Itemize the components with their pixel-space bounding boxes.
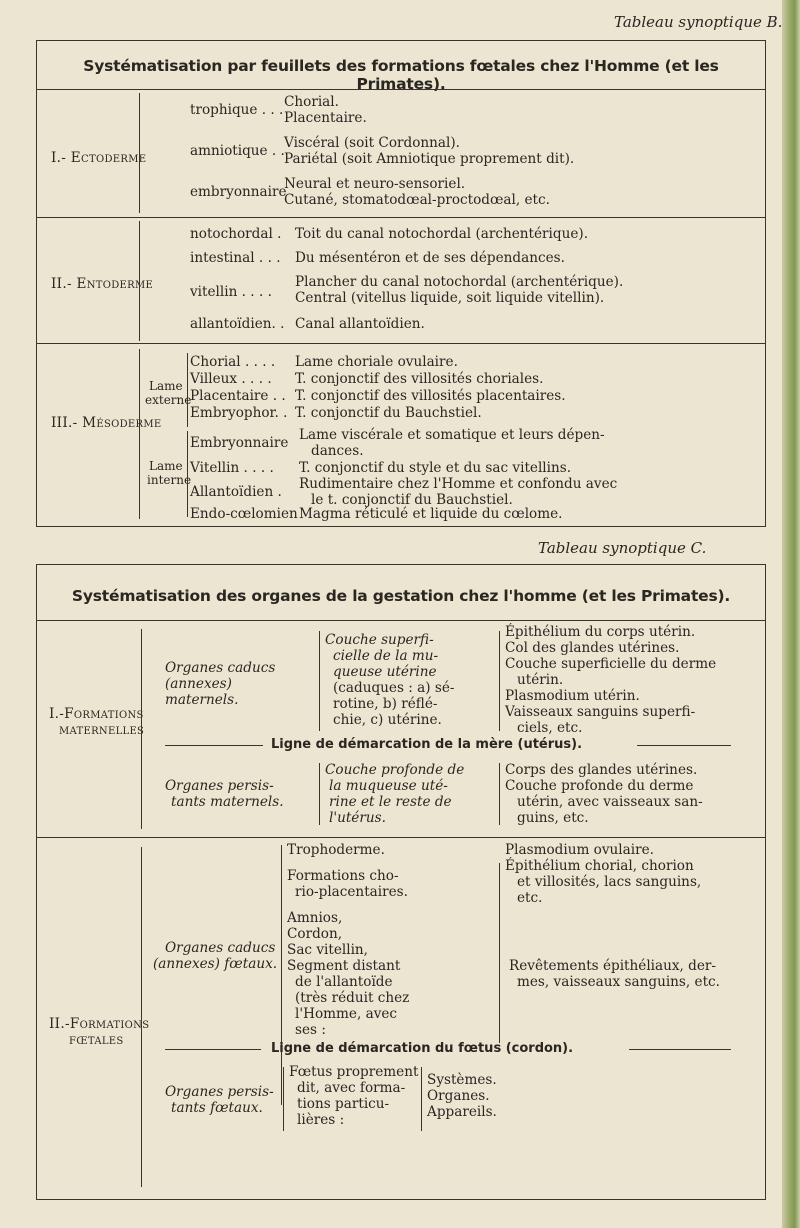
meso-int-term-1: Embryonnaire [190, 435, 289, 451]
endo-desc-2: Du mésentéron et de ses dépendances. [295, 250, 565, 266]
mat-desc-2: Col des glandes utérines. [505, 640, 680, 656]
ecto-term-2: amniotique . . [190, 143, 285, 159]
foetales-label-1: II.-Formations [49, 1016, 150, 1032]
foet-item-6: Sac vitellin, [287, 942, 369, 958]
meso-int-term-3: Allantoïdien . [190, 484, 282, 500]
mat-desc-6: Vaisseaux sanguins superfi- [505, 704, 696, 720]
foet-demarcation: Ligne de démarcation du fœtus (cordon). [271, 1041, 574, 1056]
mat-profonde-2: la muqueuse uté- [329, 778, 448, 794]
foet-desc-b-1: Revêtements épithéliaux, der- [509, 958, 717, 974]
foet-propre-2: dit, avec forma- [297, 1080, 406, 1096]
endo-desc-1: Toit du canal notochordal (archentérique). [295, 226, 589, 242]
table-c [36, 564, 766, 1200]
foet-item-4: Amnios, [287, 910, 343, 926]
mat-demarcation: Ligne de démarcation de la mère (utérus). [271, 737, 583, 752]
foet-item-8: de l'allantoïde [295, 974, 393, 990]
meso-ext-term-4: Embryophor. . [190, 405, 288, 421]
meso-int-desc-3b: le t. conjonctif du Bauchstiel. [311, 492, 513, 508]
mat-couche-2: cielle de la mu- [333, 648, 439, 664]
meso-int-term-2: Vitellin . . . . [190, 460, 274, 476]
page-edge [782, 0, 800, 1228]
table-b [36, 40, 766, 527]
foet-item-10: l'Homme, avec [295, 1006, 398, 1022]
foet-caducs-2: (annexes) fœtaux. [153, 956, 278, 972]
endo-desc-3a: Plancher du canal notochordal (archentérique). [295, 274, 624, 290]
ecto-desc-2a: Viscéral (soit Cordonnal). [284, 135, 460, 151]
foet-desc-a-4: etc. [517, 890, 543, 906]
mat-couche-1: Couche superfi- [325, 632, 434, 648]
endo-term-2: intestinal . . . [190, 250, 281, 266]
mat-couche-4: (caduques : a) sé- [333, 680, 455, 696]
mat-caducs-2: (annexes) [165, 676, 232, 692]
mat-prof-desc-3: utérin, avec vaisseaux san- [517, 794, 703, 810]
foet-desc-b-2: mes, vaisseaux sanguins, etc. [517, 974, 720, 990]
meso-ext-term-3: Placentaire . . [190, 388, 286, 404]
ectoderme-label: I.- Ectoderme [51, 150, 147, 166]
mat-caducs-3: maternels. [165, 692, 239, 708]
meso-ext-term-2: Villeux . . . . [190, 371, 272, 387]
entoderme-label: II.- Entoderme [51, 276, 154, 292]
mat-desc-3: Couche superficielle du derme [505, 656, 717, 672]
lame-externe-1: Lame [149, 379, 183, 393]
foet-item-11: ses : [295, 1022, 326, 1038]
maternelles-label-2: maternelles [59, 722, 145, 738]
mat-desc-7: ciels, etc. [517, 720, 583, 736]
ecto-desc-1b: Placentaire. [284, 110, 367, 126]
ecto-desc-3b: Cutané, stomatodœal-proctodœal, etc. [284, 192, 550, 208]
ecto-desc-3a: Neural et neuro-sensoriel. [284, 176, 466, 192]
foet-system-3: Appareils. [427, 1104, 497, 1120]
foet-persist-2: tants fœtaux. [171, 1100, 263, 1116]
foet-propre-4: lières : [297, 1112, 345, 1128]
meso-int-term-4: Endo-cœlomien [190, 506, 298, 522]
meso-int-desc-1a: Lame viscérale et somatique et leurs dépen- [299, 427, 605, 443]
foet-item-3: rio-placentaires. [295, 884, 408, 900]
lame-interne-2: interne [147, 473, 192, 487]
meso-ext-desc-1: Lame choriale ovulaire. [295, 354, 458, 370]
table-c-caption: Tableau synoptique C. [538, 539, 707, 557]
mat-desc-5: Plasmodium utérin. [505, 688, 640, 704]
meso-int-desc-3a: Rudimentaire chez l'Homme et confondu avec [299, 476, 618, 492]
foet-system-1: Systèmes. [427, 1072, 497, 1088]
meso-ext-desc-4: T. conjonctif du Bauchstiel. [295, 405, 482, 421]
endo-desc-3b: Central (vitellus liquide, soit liquide vitellin). [295, 290, 605, 306]
table-b-title: Systématisation par feuillets des formations fœtales chez l'Homme (et les Primates). [83, 57, 719, 93]
lame-interne-1: Lame [149, 459, 183, 473]
meso-int-desc-1b: dances. [311, 443, 364, 459]
mat-couche-6: chie, c) utérine. [333, 712, 442, 728]
mat-persist-2: tants maternels. [171, 794, 284, 810]
endo-term-3: vitellin . . . . [190, 284, 272, 300]
foet-desc-a-1: Plasmodium ovulaire. [505, 842, 654, 858]
mat-profonde-4: l'utérus. [329, 810, 386, 826]
mat-profonde-3: rine et le reste de [329, 794, 452, 810]
mat-couche-3: queuse utérine [333, 664, 437, 680]
ecto-desc-1a: Chorial. [284, 94, 339, 110]
lame-externe-2: externe [145, 393, 192, 407]
mat-desc-1: Épithélium du corps utérin. [505, 624, 696, 640]
foetales-label-2: fœtales [69, 1032, 124, 1048]
mat-prof-desc-4: guins, etc. [517, 810, 589, 826]
foet-desc-a-3: et villosités, lacs sanguins, [517, 874, 702, 890]
table-c-title: Systématisation des organes de la gestation chez l'homme (et les Primates). [71, 587, 731, 605]
meso-ext-term-1: Chorial . . . . [190, 354, 276, 370]
meso-int-desc-2: T. conjonctif du style et du sac vitellins. [299, 460, 572, 476]
mat-prof-desc-2: Couche profonde du derme [505, 778, 694, 794]
foet-item-2: Formations cho- [287, 868, 399, 884]
foet-item-1: Trophoderme. [287, 842, 385, 858]
meso-ext-desc-3: T. conjonctif des villosités placentaires. [295, 388, 566, 404]
mesoderme-label: III.- Mésoderme [51, 415, 162, 431]
endo-desc-4: Canal allantoïdien. [295, 316, 425, 332]
meso-int-desc-4: Magma réticulé et liquide du cœlome. [299, 506, 563, 522]
table-b-caption: Tableau synoptique B. [614, 13, 783, 31]
ecto-term-1: trophique . . . [190, 102, 284, 118]
meso-ext-desc-2: T. conjonctif des villosités choriales. [295, 371, 544, 387]
foet-desc-a-2: Épithélium chorial, chorion [505, 858, 694, 874]
endo-term-4: allantoïdien. . [190, 316, 285, 332]
foet-item-5: Cordon, [287, 926, 343, 942]
mat-caducs-1: Organes caducs [165, 660, 276, 676]
mat-prof-desc-1: Corps des glandes utérines. [505, 762, 698, 778]
mat-persist-1: Organes persis- [165, 778, 274, 794]
foet-caducs-1: Organes caducs [165, 940, 276, 956]
mat-profonde-1: Couche profonde de [325, 762, 465, 778]
endo-term-1: notochordal . [190, 226, 282, 242]
mat-desc-4: utérin. [517, 672, 564, 688]
ecto-desc-2b: Pariétal (soit Amniotique proprement dit). [284, 151, 575, 167]
foet-persist-1: Organes persis- [165, 1084, 274, 1100]
foet-propre-3: tions particu- [297, 1096, 390, 1112]
foet-item-7: Segment distant [287, 958, 401, 974]
ecto-term-3: embryonnaire [190, 184, 287, 200]
foet-system-2: Organes. [427, 1088, 490, 1104]
mat-couche-5: rotine, b) réflé- [333, 696, 438, 712]
maternelles-label-1: I.-Formations [49, 706, 144, 722]
foet-propre-1: Fœtus proprement [289, 1064, 419, 1080]
foet-item-9: (très réduit chez [295, 990, 410, 1006]
